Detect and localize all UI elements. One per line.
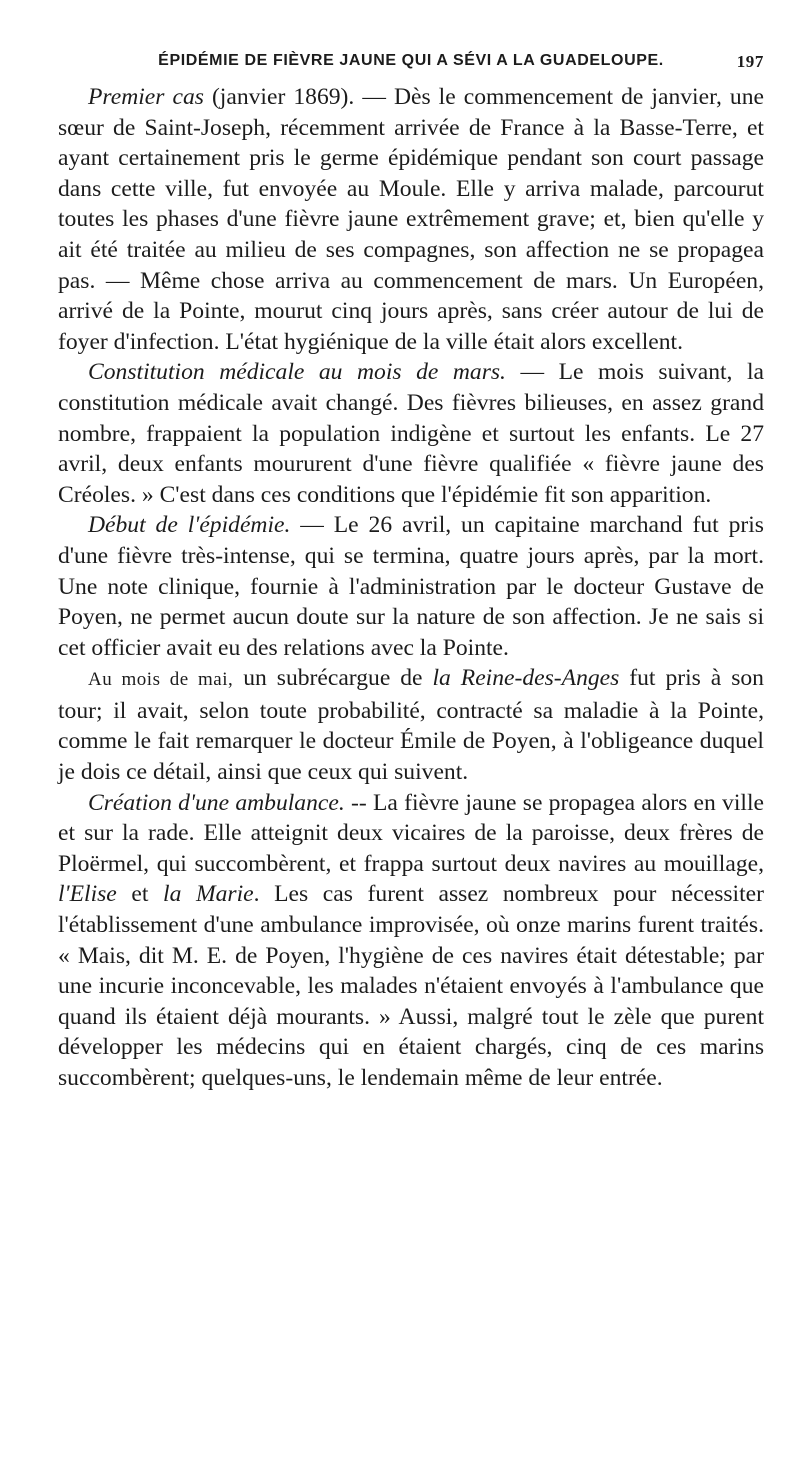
paragraph-text: un subrécargue de	[233, 665, 433, 692]
ship-name: l'Elise	[58, 881, 117, 908]
paragraph-text: — Le 26 avril, un capitaine marchand fut pris d'une fièvre très-intense, qui se termina, quatre jours après, par la mort. Une note clinique, fournie à l'administration par le docteur Gustave de Poyen, ne permet aucun doute sur la nature de son affection. Je ne sais si cet officier avait eu des relations avec la Pointe.	[58, 512, 764, 661]
section-heading: Début de l'épidémie.	[88, 512, 291, 539]
running-header	[58, 52, 764, 82]
paragraph-creation-ambulance	[58, 788, 764, 1094]
section-heading: Création d'une ambulance.	[88, 789, 345, 816]
section-heading: Premier cas	[88, 84, 204, 110]
paragraph-text: . Les cas furent assez nombreux pour nécessiter l'établissement d'une ambulance improvisée, où onze marins furent traités. « Mais, dit M. E. de Poyen, l'hygiène de ces navires était détestable; par une incurie inconcevable, les malades n'étaient envoyés à l'ambulance que quand ils étaient déjà mourants. » Aussi, malgré tout le zèle que purent développer les médecins qui en étaient chargés, cinq de ces marins succombèrent; quelques-uns, le lendemain même de leur entrée.	[58, 881, 764, 1091]
ship-name: la Marie	[163, 881, 254, 908]
paragraph-opening: Au mois de mai,	[88, 669, 234, 691]
paragraph-text: fut pris à son tour; il avait, selon toute probabilité, contracté sa maladie à la Pointe, comme le fait remarquer le docteur Émile de Poyen, à l'obligeance duquel je dois ce détail, ainsi que ceux qui suivent.	[58, 665, 764, 786]
body-text	[58, 82, 764, 1094]
running-title: ÉPIDÉMIE DE FIÈVRE JAUNE QUI A SÉVI A LA GUADELOUPE.	[158, 52, 664, 69]
paragraph-debut-epidemie	[58, 510, 764, 663]
paragraph-premier-cas	[58, 82, 764, 357]
section-heading: Constitution médicale au mois de mars.	[88, 359, 506, 386]
paragraph-text: -- La fièvre jaune se propagea alors en ville et sur la rade. Elle atteignit deux vicaires de la paroisse, deux frères de Ploërmel, qui succombèrent, et frappa surtout deux navires au mouillage,	[58, 789, 764, 877]
paragraph-text: — Le mois suivant, la constitution médicale avait changé. Des fièvres bilieuses, en assez grand nombre, frappaient la population indigène et surtout les enfants. Le 27 avril, deux enfants moururent d'une fièvre qualifiée « fièvre jaune des Créoles. » C'est dans ces conditions que l'épidémie fit son apparition.	[58, 359, 764, 508]
page	[58, 52, 764, 1094]
ship-name: la Reine-des-Anges	[432, 665, 620, 692]
paragraph-constitution-medicale	[58, 357, 764, 510]
paragraph-text: (janvier 1869). — Dès le commencement de janvier, une sœur de Saint-Joseph, récemment arrivée de France à la Basse-Terre, et ayant certainement pris le germe épidémique pendant son court passage dans cette ville, fut envoyée au Moule. Elle y arriva malade, parcourut toutes les phases d'une fièvre jaune extrêmement grave; et, bien qu'elle y ait été traitée au milieu de ses compagnes, son affection ne se propagea pas. — Même chose arriva au commencement de mars. Un Européen, arrivé de la Pointe, mourut cinq jours après, sans créer autour de lui de foyer d'infection. L'état hygiénique de la ville était alors excellent.	[58, 84, 764, 355]
paragraph-text: et	[116, 881, 164, 908]
paragraph-mois-de-mai	[58, 663, 764, 787]
page-number: 197	[736, 52, 764, 71]
